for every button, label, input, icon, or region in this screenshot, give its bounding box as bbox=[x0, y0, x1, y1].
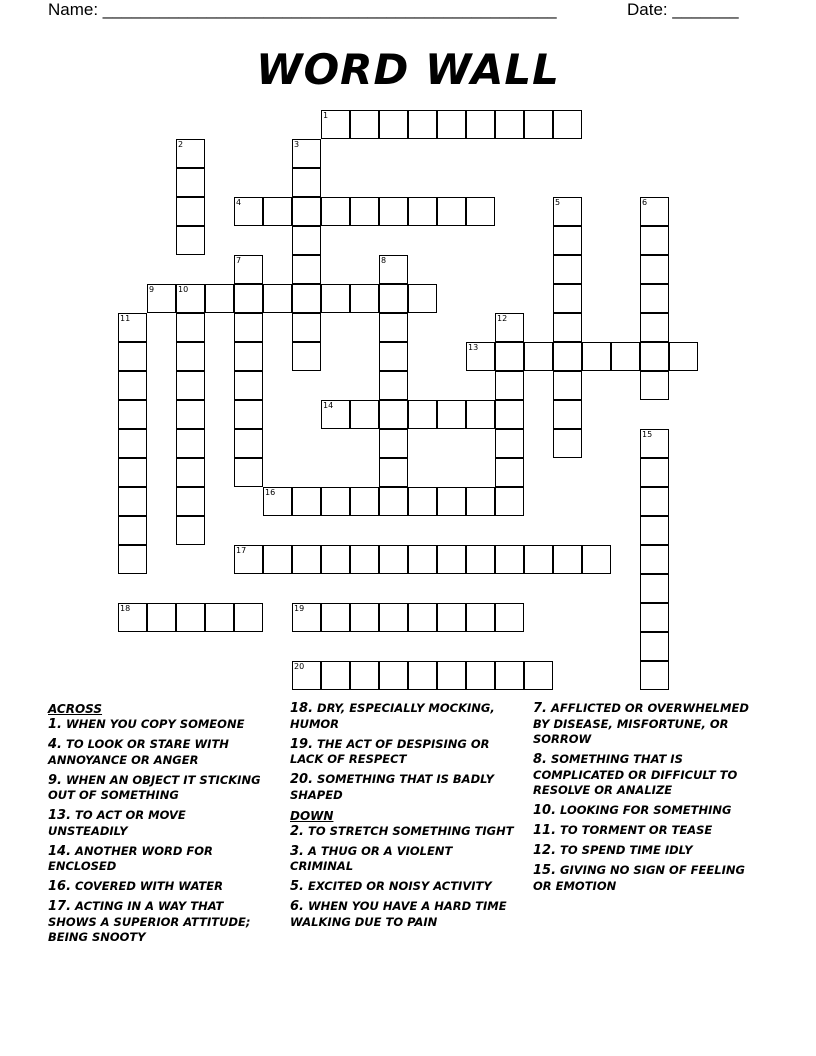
clue-item bbox=[290, 737, 515, 768]
grid-cell[interactable] bbox=[495, 487, 524, 516]
grid-cell[interactable] bbox=[553, 342, 582, 371]
grid-cell[interactable] bbox=[640, 284, 669, 313]
grid-cell[interactable] bbox=[553, 110, 582, 139]
grid-cell[interactable] bbox=[321, 284, 350, 313]
grid-cell[interactable] bbox=[495, 371, 524, 400]
grid-cell[interactable] bbox=[321, 487, 350, 516]
grid-cell[interactable] bbox=[176, 197, 205, 226]
grid-cell[interactable] bbox=[205, 284, 234, 313]
clue-text: SOMETHING THAT IS BADLY SHAPED bbox=[290, 772, 494, 802]
grid-cell[interactable] bbox=[524, 342, 553, 371]
grid-cell[interactable] bbox=[292, 487, 321, 516]
grid-cell[interactable] bbox=[176, 168, 205, 197]
grid-clue-number: 13 bbox=[468, 343, 479, 352]
grid-cell[interactable] bbox=[263, 284, 292, 313]
clue-item bbox=[533, 843, 763, 859]
grid-cell[interactable] bbox=[495, 545, 524, 574]
grid-cell[interactable] bbox=[466, 603, 495, 632]
grid-cell[interactable] bbox=[292, 255, 321, 284]
grid-cell[interactable] bbox=[640, 574, 669, 603]
grid-cell[interactable] bbox=[234, 284, 263, 313]
grid-cell[interactable] bbox=[640, 313, 669, 342]
clue-item bbox=[48, 773, 268, 804]
grid-cell[interactable] bbox=[437, 545, 466, 574]
grid-cell[interactable] bbox=[176, 516, 205, 545]
grid-cell[interactable] bbox=[205, 603, 234, 632]
grid-cell[interactable] bbox=[379, 429, 408, 458]
grid-cell[interactable] bbox=[640, 632, 669, 661]
grid-clue-number: 9 bbox=[149, 285, 155, 294]
grid-cell[interactable] bbox=[466, 110, 495, 139]
grid-cell[interactable] bbox=[495, 110, 524, 139]
grid-cell[interactable] bbox=[292, 342, 321, 371]
grid-cell[interactable] bbox=[292, 168, 321, 197]
grid-cell[interactable] bbox=[234, 342, 263, 371]
clue-item bbox=[533, 803, 763, 819]
grid-cell[interactable] bbox=[408, 487, 437, 516]
clue-number: 20. bbox=[290, 772, 314, 787]
grid-cell[interactable] bbox=[611, 342, 640, 371]
across-clue-list bbox=[48, 717, 268, 946]
grid-cell[interactable] bbox=[379, 110, 408, 139]
grid-cell[interactable] bbox=[582, 342, 611, 371]
grid-cell[interactable] bbox=[176, 226, 205, 255]
grid-cell[interactable] bbox=[379, 603, 408, 632]
grid-cell[interactable] bbox=[640, 545, 669, 574]
grid-cell[interactable] bbox=[321, 603, 350, 632]
grid-cell[interactable] bbox=[437, 603, 466, 632]
grid-cell[interactable] bbox=[640, 487, 669, 516]
grid-cell[interactable] bbox=[524, 110, 553, 139]
grid-cell[interactable] bbox=[379, 197, 408, 226]
grid-cell[interactable] bbox=[234, 400, 263, 429]
grid-cell[interactable] bbox=[553, 371, 582, 400]
down-clue-list bbox=[290, 824, 515, 931]
grid-cell[interactable] bbox=[234, 371, 263, 400]
grid-cell[interactable] bbox=[553, 545, 582, 574]
clue-item bbox=[533, 752, 763, 799]
grid-cell[interactable] bbox=[379, 342, 408, 371]
down-heading: DOWN bbox=[290, 808, 334, 823]
grid-clue-number: 4 bbox=[236, 198, 242, 207]
clue-item bbox=[533, 823, 763, 839]
grid-cell[interactable] bbox=[321, 545, 350, 574]
clue-number: 5. bbox=[290, 879, 304, 894]
clue-item bbox=[290, 824, 515, 840]
clue-text: A THUG OR A VIOLENT CRIMINAL bbox=[290, 843, 453, 873]
clue-item bbox=[533, 863, 763, 894]
grid-cell[interactable] bbox=[495, 429, 524, 458]
grid-cell[interactable] bbox=[466, 487, 495, 516]
clue-item bbox=[290, 844, 515, 875]
clue-number: 14. bbox=[48, 843, 72, 859]
grid-cell[interactable] bbox=[669, 342, 698, 371]
grid-cell[interactable] bbox=[118, 371, 147, 400]
grid-cell[interactable] bbox=[292, 226, 321, 255]
clue-number: 13. bbox=[48, 808, 72, 823]
clue-text: THE ACT OF DESPISING OR LACK OF RESPECT bbox=[290, 736, 490, 766]
grid-cell[interactable] bbox=[553, 284, 582, 313]
grid-cell[interactable] bbox=[640, 342, 669, 371]
grid-cell[interactable] bbox=[408, 603, 437, 632]
grid-cell[interactable] bbox=[176, 342, 205, 371]
clue-text: WHEN YOU COPY SOMEONE bbox=[66, 717, 245, 731]
grid-clue-number: 7 bbox=[236, 256, 242, 265]
grid-cell[interactable] bbox=[118, 545, 147, 574]
clue-text: AFFLICTED OR OVERWHELMED BY DISEASE, MISFORTUNE, OR SORROW bbox=[533, 701, 749, 746]
clue-item bbox=[290, 879, 515, 895]
grid-cell[interactable] bbox=[524, 545, 553, 574]
grid-cell[interactable] bbox=[379, 661, 408, 690]
clue-number: 8. bbox=[533, 752, 547, 767]
clue-number: 4. bbox=[48, 737, 62, 752]
grid-cell[interactable] bbox=[379, 487, 408, 516]
clue-number: 2. bbox=[290, 823, 304, 839]
grid-cell[interactable] bbox=[553, 429, 582, 458]
grid-cell[interactable] bbox=[408, 197, 437, 226]
grid-cell[interactable] bbox=[176, 458, 205, 487]
clue-number: 19. bbox=[290, 736, 314, 752]
clue-number: 11. bbox=[533, 823, 557, 838]
grid-clue-number: 19 bbox=[294, 604, 305, 613]
grid-cell[interactable] bbox=[350, 545, 379, 574]
clue-number: 1. bbox=[48, 717, 62, 732]
grid-cell[interactable] bbox=[437, 400, 466, 429]
grid-cell[interactable] bbox=[553, 400, 582, 429]
clue-item bbox=[48, 808, 268, 839]
down-clue-list-continued bbox=[533, 701, 763, 894]
grid-cell[interactable] bbox=[234, 429, 263, 458]
clue-text: SOMETHING THAT IS COMPLICATED OR DIFFICULT TO RESOLVE OR ANALIZE bbox=[533, 752, 738, 797]
grid-clue-number: 1 bbox=[323, 111, 329, 120]
grid-cell[interactable] bbox=[553, 313, 582, 342]
grid-cell[interactable] bbox=[263, 197, 292, 226]
grid-cell[interactable] bbox=[321, 197, 350, 226]
clue-text: EXCITED OR NOISY ACTIVITY bbox=[308, 879, 492, 893]
grid-cell[interactable] bbox=[379, 458, 408, 487]
clue-text: LOOKING FOR SOMETHING bbox=[560, 803, 732, 817]
grid-cell[interactable] bbox=[147, 603, 176, 632]
clue-text: COVERED WITH WATER bbox=[75, 879, 223, 893]
clue-item bbox=[48, 899, 268, 946]
grid-clue-number: 6 bbox=[642, 198, 648, 207]
clue-number: 12. bbox=[533, 843, 557, 858]
date-field-label: Date: _______ bbox=[627, 0, 739, 19]
grid-cell[interactable] bbox=[176, 400, 205, 429]
grid-cell[interactable] bbox=[350, 661, 379, 690]
grid-cell[interactable] bbox=[118, 487, 147, 516]
grid-cell[interactable] bbox=[640, 603, 669, 632]
clue-text: ACTING IN A WAY THAT SHOWS A SUPERIOR ATTITUDE; BEING SNOOTY bbox=[48, 899, 251, 944]
grid-cell[interactable] bbox=[553, 255, 582, 284]
clue-item bbox=[533, 701, 763, 748]
clues-column-3 bbox=[533, 701, 763, 899]
grid-cell[interactable] bbox=[408, 400, 437, 429]
clue-text: TO SPEND TIME IDLY bbox=[560, 843, 693, 857]
grid-cell[interactable] bbox=[350, 110, 379, 139]
grid-clue-number: 8 bbox=[381, 256, 387, 265]
grid-cell[interactable] bbox=[292, 313, 321, 342]
clue-item bbox=[48, 717, 268, 733]
clue-item bbox=[48, 737, 268, 768]
grid-cell[interactable] bbox=[263, 545, 292, 574]
clue-item bbox=[290, 772, 515, 803]
clues-column-1 bbox=[48, 701, 268, 950]
clues-column-2 bbox=[290, 701, 515, 935]
grid-cell[interactable] bbox=[379, 371, 408, 400]
grid-cell[interactable] bbox=[437, 487, 466, 516]
grid-cell[interactable] bbox=[495, 458, 524, 487]
grid-cell[interactable] bbox=[408, 661, 437, 690]
clue-number: 7. bbox=[533, 701, 547, 716]
clue-number: 15. bbox=[533, 863, 557, 878]
grid-cell[interactable] bbox=[118, 458, 147, 487]
grid-cell[interactable] bbox=[379, 313, 408, 342]
clue-text: TO ACT OR MOVE UNSTEADILY bbox=[48, 808, 186, 838]
grid-cell[interactable] bbox=[176, 487, 205, 516]
grid-cell[interactable] bbox=[437, 110, 466, 139]
clue-item bbox=[48, 844, 268, 875]
grid-cell[interactable] bbox=[495, 400, 524, 429]
page-title: WORD WALL bbox=[256, 45, 560, 94]
grid-cell[interactable] bbox=[640, 458, 669, 487]
grid-cell[interactable] bbox=[553, 226, 582, 255]
clue-text: GIVING NO SIGN OF FEELING OR EMOTION bbox=[533, 863, 745, 893]
grid-clue-number: 18 bbox=[120, 604, 131, 613]
grid-cell[interactable] bbox=[321, 661, 350, 690]
grid-cell[interactable] bbox=[640, 371, 669, 400]
clue-number: 17. bbox=[48, 899, 72, 914]
grid-clue-number: 11 bbox=[120, 314, 131, 323]
grid-cell[interactable] bbox=[437, 197, 466, 226]
grid-cell[interactable] bbox=[640, 255, 669, 284]
name-field-label: Name: ________________________________________________ bbox=[48, 0, 557, 19]
grid-clue-number: 15 bbox=[642, 430, 653, 439]
grid-cell[interactable] bbox=[292, 197, 321, 226]
grid-cell[interactable] bbox=[379, 545, 408, 574]
grid-cell[interactable] bbox=[408, 284, 437, 313]
grid-cell[interactable] bbox=[350, 197, 379, 226]
grid-cell[interactable] bbox=[524, 661, 553, 690]
grid-cell[interactable] bbox=[379, 400, 408, 429]
clue-number: 10. bbox=[533, 803, 557, 818]
grid-clue-number: 20 bbox=[294, 662, 305, 671]
grid-clue-number: 3 bbox=[294, 140, 300, 149]
grid-cell[interactable] bbox=[582, 545, 611, 574]
grid-cell[interactable] bbox=[350, 284, 379, 313]
clue-item bbox=[48, 879, 268, 895]
grid-clue-number: 16 bbox=[265, 488, 276, 497]
grid-cell[interactable] bbox=[176, 371, 205, 400]
clue-text: TO LOOK OR STARE WITH ANNOYANCE OR ANGER bbox=[48, 737, 229, 767]
grid-cell[interactable] bbox=[640, 661, 669, 690]
clue-text: TO STRETCH SOMETHING TIGHT bbox=[308, 823, 514, 838]
grid-clue-number: 17 bbox=[236, 546, 247, 555]
grid-cell[interactable] bbox=[640, 516, 669, 545]
grid-cell[interactable] bbox=[350, 603, 379, 632]
grid-cell[interactable] bbox=[176, 313, 205, 342]
clue-number: 18. bbox=[290, 701, 314, 716]
grid-cell[interactable] bbox=[234, 458, 263, 487]
grid-clue-number: 12 bbox=[497, 314, 508, 323]
grid-clue-number: 5 bbox=[555, 198, 561, 207]
grid-cell[interactable] bbox=[292, 545, 321, 574]
across-clue-list-continued bbox=[290, 701, 515, 803]
clue-text: ANOTHER WORD FOR ENCLOSED bbox=[48, 843, 213, 873]
grid-cell[interactable] bbox=[437, 661, 466, 690]
grid-cell[interactable] bbox=[466, 400, 495, 429]
grid-clue-number: 14 bbox=[323, 401, 334, 410]
clue-number: 9. bbox=[48, 772, 62, 788]
clue-number: 16. bbox=[48, 879, 72, 894]
grid-clue-number: 10 bbox=[178, 285, 189, 294]
grid-cell[interactable] bbox=[495, 661, 524, 690]
grid-cell[interactable] bbox=[350, 400, 379, 429]
grid-cell[interactable] bbox=[408, 110, 437, 139]
grid-cell[interactable] bbox=[118, 400, 147, 429]
grid-cell[interactable] bbox=[118, 429, 147, 458]
clue-item bbox=[290, 701, 515, 732]
clue-text: WHEN YOU HAVE A HARD TIME WALKING DUE TO PAIN bbox=[290, 899, 507, 929]
clue-number: 6. bbox=[290, 899, 304, 914]
grid-cell[interactable] bbox=[466, 197, 495, 226]
grid-cell[interactable] bbox=[176, 429, 205, 458]
grid-cell[interactable] bbox=[379, 284, 408, 313]
grid-cell[interactable] bbox=[640, 226, 669, 255]
grid-cell[interactable] bbox=[292, 284, 321, 313]
grid-cell[interactable] bbox=[495, 342, 524, 371]
grid-cell[interactable] bbox=[466, 545, 495, 574]
clue-text: WHEN AN OBJECT IT STICKING OUT OF SOMETHING bbox=[48, 772, 261, 802]
grid-cell[interactable] bbox=[466, 661, 495, 690]
grid-cell[interactable] bbox=[408, 545, 437, 574]
clue-text: TO TORMENT OR TEASE bbox=[560, 823, 713, 837]
grid-cell[interactable] bbox=[118, 516, 147, 545]
across-heading: ACROSS bbox=[48, 702, 103, 716]
clue-number: 3. bbox=[290, 843, 304, 859]
grid-cell[interactable] bbox=[234, 313, 263, 342]
clue-text: DRY, ESPECIALLY MOCKING, HUMOR bbox=[290, 701, 495, 731]
clue-item bbox=[290, 899, 515, 930]
grid-cell[interactable] bbox=[495, 603, 524, 632]
grid-cell[interactable] bbox=[176, 603, 205, 632]
grid-clue-number: 2 bbox=[178, 140, 184, 149]
grid-cell[interactable] bbox=[118, 342, 147, 371]
grid-cell[interactable] bbox=[350, 487, 379, 516]
grid-cell[interactable] bbox=[234, 603, 263, 632]
